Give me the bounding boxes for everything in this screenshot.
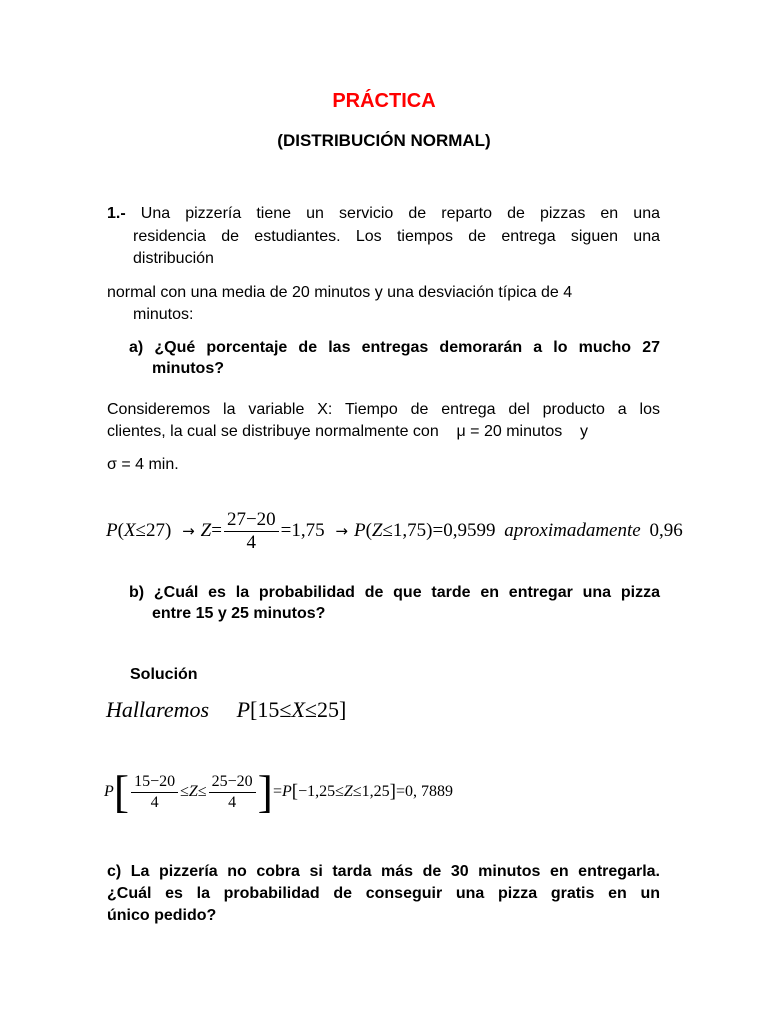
f3-eq: = [272, 783, 282, 800]
problem1-text-1: Una pizzería tiene un servicio de reparto de pizzas en una [140, 205, 661, 222]
solution-label: Solución [130, 666, 198, 683]
question-c-line2: ¿Cuál es la probabilidad de conseguir una pizza gratis en un [107, 885, 660, 902]
f1-p: P [106, 519, 118, 541]
problem1-line3: distribución [133, 250, 214, 267]
question-b-line1: b) ¿Cuál es la probabilidad de que tarde en entregar una pizza [129, 584, 660, 601]
f1-result: =1,75 [280, 519, 325, 541]
question-a-line2: minutos? [152, 360, 224, 377]
question-c-line3: único pedido? [107, 907, 217, 924]
f3-lbracket2: [ [291, 781, 299, 802]
f2-a: 15≤ [257, 697, 292, 722]
problem-number: 1.- [107, 205, 126, 222]
f3-inner1: −1,25≤ [298, 783, 344, 800]
f3-inner2: ≤1,25 [352, 783, 390, 800]
formula-3 [104, 766, 453, 817]
f3-result: =0, 7889 [395, 783, 453, 800]
f2-x: X [291, 697, 305, 722]
f2-word: Hallaremos [106, 697, 210, 722]
f1-num: 27−20 [224, 509, 279, 532]
consider-line2: clientes, la cual se distribuye normalmente con μ = 20 minutos y [107, 423, 588, 440]
f3-den1: 4 [150, 793, 159, 811]
f3-p2: P [282, 783, 292, 800]
f1-open2: ( [365, 519, 372, 541]
consider-line1: Consideremos la variable X: Tiempo de entrega del producto a los [107, 401, 660, 418]
f2-b: ≤25 [304, 697, 339, 722]
f3-z2: Z [343, 783, 353, 800]
f1-le2: ≤1,75 [382, 519, 427, 541]
f1-den: 4 [246, 532, 257, 553]
f1-z2: Z [371, 519, 383, 541]
f3-frac2 [209, 772, 256, 813]
f3-le1: ≤ [180, 783, 189, 800]
f1-approx: aproximadamente [504, 519, 641, 541]
formula-2 [106, 697, 346, 723]
arrow-icon: → [182, 521, 195, 540]
f1-z: Z [200, 519, 212, 541]
f3-num2: 25−20 [209, 772, 256, 793]
arrow-icon: → [335, 521, 348, 540]
f3-frac1 [131, 772, 178, 813]
f3-lbracket: [ [113, 766, 130, 817]
f1-p2: P [353, 519, 366, 541]
question-c-line1: c) La pizzería no cobra si tarda más de 30 minutos en entregarla. [107, 863, 660, 880]
f1-x: X [123, 519, 136, 541]
formula-1 [106, 509, 683, 554]
f2-p: P [236, 697, 251, 722]
f2-rbracket: ] [338, 697, 347, 722]
f3-le2: ≤ [197, 783, 207, 800]
f1-open: ( [117, 519, 124, 541]
question-b-line2: entre 15 y 25 minutos? [152, 605, 326, 622]
f3-p: P [104, 783, 114, 800]
page-title: PRÁCTICA [332, 90, 436, 112]
consider-line3: σ = 4 min. [107, 456, 179, 473]
f1-le: ≤27 [135, 519, 165, 541]
problem1-line1 [107, 203, 660, 225]
f1-prob: =0,9599 [432, 519, 496, 541]
f1-fraction [224, 509, 279, 554]
problem1-line2: residencia de estudiantes. Los tiempos de entrega siguen una [133, 228, 660, 245]
f1-close: ) [164, 519, 172, 541]
f3-den2: 4 [228, 793, 237, 811]
page-subtitle: (DISTRIBUCIÓN NORMAL) [277, 131, 491, 150]
f3-rbracket2: ] [389, 781, 396, 802]
f1-value: 0,96 [649, 519, 683, 541]
f3-num1: 15−20 [131, 772, 178, 793]
problem1-line5: minutos: [133, 306, 194, 323]
question-a-line1: a) ¿Qué porcentaje de las entregas demorarán a lo mucho 27 [129, 339, 660, 356]
f2-lbracket: [ [250, 697, 258, 722]
problem1-line4: normal con una media de 20 minutos y una desviación típica de 4 [107, 284, 573, 301]
f1-close2: ) [426, 519, 433, 541]
f3-rbracket: ] [257, 766, 273, 817]
f3-z: Z [188, 783, 198, 800]
f1-eq: = [211, 519, 222, 541]
